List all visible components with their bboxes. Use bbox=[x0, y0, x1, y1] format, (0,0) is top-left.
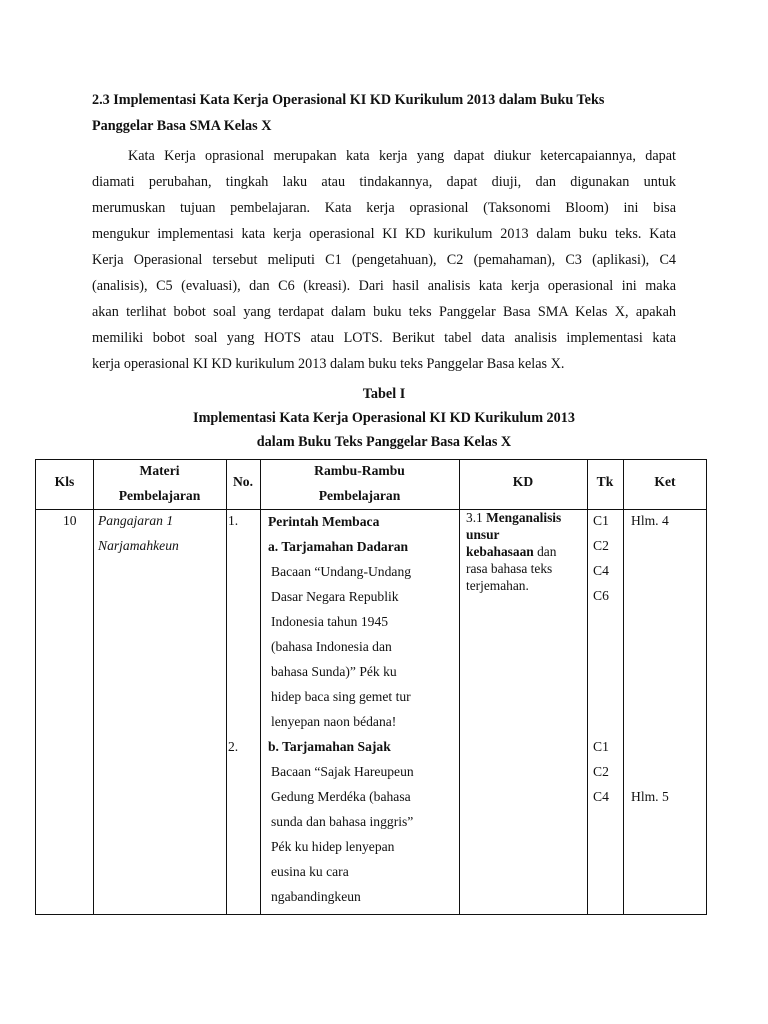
paragraph-line: akan terlihat bobot soal yang terdapat dalam buku teks Panggelar Basa SMA Kelas X, apakah bbox=[92, 304, 676, 320]
header-rambu-line: Rambu-Rambu bbox=[314, 463, 405, 478]
header-materi-line: Materi bbox=[139, 463, 180, 478]
cell-kls: 10 bbox=[63, 513, 77, 528]
column-divider bbox=[587, 460, 588, 914]
rambu-line: Dasar Negara Republik bbox=[271, 589, 399, 604]
rambu-b-heading: b. Tarjamahan Sajak bbox=[268, 739, 391, 754]
header-kd: KD bbox=[512, 474, 534, 489]
tk-value: C1 bbox=[593, 739, 609, 754]
paragraph-line: merumuskan tujuan pembelajaran. Kata kerja oprasional (Taksonomi Bloom) ini bisa bbox=[92, 200, 676, 216]
rambu-line: Gedung Merdéka (bahasa bbox=[271, 789, 411, 804]
kd-bold: kebahasaan bbox=[466, 544, 534, 559]
header-no: No. bbox=[232, 474, 253, 489]
rambu-line: lenyepan naon bédana! bbox=[271, 714, 397, 729]
kd-bold: unsur bbox=[466, 527, 500, 542]
kd-bold: Menganalisis bbox=[486, 510, 562, 525]
cell-no-2: 2. bbox=[228, 739, 239, 754]
paragraph-line: kerja operasional KI KD kurikulum 2013 dalam buku teks Panggelar Basa kelas X. bbox=[92, 356, 565, 372]
cell-tk-b bbox=[593, 734, 609, 809]
cell-ket-b: Hlm. 5 bbox=[631, 789, 669, 804]
materi-line: Narjamahkeun bbox=[98, 538, 179, 553]
rambu-line: hidep baca sing gemet tur bbox=[271, 689, 411, 704]
cell-ket-a: Hlm. 4 bbox=[631, 513, 669, 528]
body-paragraph bbox=[92, 143, 676, 377]
column-divider bbox=[459, 460, 460, 914]
cell-materi bbox=[98, 508, 179, 558]
rambu-a-body bbox=[268, 559, 454, 734]
section-heading bbox=[92, 87, 682, 139]
tk-value: C2 bbox=[593, 538, 609, 553]
rambu-line: Bacaan “Undang-Undang bbox=[271, 564, 412, 579]
cell-no-1: 1. bbox=[228, 513, 239, 528]
tk-value: C4 bbox=[593, 563, 609, 578]
table-title: Implementasi Kata Kerja Operasional KI KD Kurikulum 2013 bbox=[193, 410, 575, 426]
column-divider bbox=[260, 460, 261, 914]
column-divider bbox=[226, 460, 227, 914]
column-divider bbox=[93, 460, 94, 914]
paragraph-line: memiliki bobot soal yang HOTS atau LOTS. Berikut tabel data analisis implementasi kata bbox=[92, 330, 676, 346]
rambu-line: (bahasa Indonesia dan bbox=[271, 639, 392, 654]
rambu-line: Pék ku hidep lenyepan bbox=[271, 839, 395, 854]
column-divider bbox=[623, 460, 624, 914]
materi-line: Pangajaran 1 bbox=[98, 513, 174, 528]
table-title: dalam Buku Teks Panggelar Basa Kelas X bbox=[256, 434, 512, 450]
rambu-title: Perintah Membaca bbox=[268, 514, 380, 529]
header-kls: Kls bbox=[54, 474, 75, 489]
header-rambu bbox=[260, 458, 459, 508]
cell-kd bbox=[466, 509, 584, 594]
kd-number: 3.1 bbox=[466, 510, 487, 525]
rambu-a-heading: a. Tarjamahan Dadaran bbox=[268, 539, 409, 554]
cell-rambu bbox=[268, 509, 454, 909]
header-tk: Tk bbox=[596, 474, 614, 489]
table-label: Tabel I bbox=[362, 386, 406, 402]
kd-text: terjemahan. bbox=[466, 578, 529, 593]
header-rambu-line: Pembelajaran bbox=[318, 488, 401, 503]
cell-tk-a bbox=[593, 508, 609, 608]
paragraph-line: mengukur implementasi kata kerja operasional KI KD kurikulum 2013 dalam buku teks. Kata bbox=[92, 226, 676, 242]
paragraph-line: Kata Kerja oprasional merupakan kata kerja yang dapat diukur ketercapaiannya, dapat bbox=[128, 148, 676, 164]
rambu-line: sunda dan bahasa inggris” bbox=[271, 814, 414, 829]
header-materi bbox=[93, 458, 226, 508]
tk-value: C1 bbox=[593, 513, 609, 528]
tk-value: C6 bbox=[593, 588, 609, 603]
rambu-line: Indonesia tahun 1945 bbox=[271, 614, 389, 629]
tk-value: C4 bbox=[593, 789, 609, 804]
rambu-b-body bbox=[268, 759, 454, 909]
data-table bbox=[35, 459, 707, 915]
paragraph-line: Kerja Operasional tersebut meliputi C1 (pengetahuan), C2 (pemahaman), C3 (aplikasi), C4 bbox=[92, 252, 676, 268]
paragraph-line: diamati perubahan, tingkah laku atau tindakannya, dapat diuji, dan digunakan untuk bbox=[92, 174, 676, 190]
section-heading-line: 2.3 Implementasi Kata Kerja Operasional KI KD Kurikulum 2013 dalam Buku Teks bbox=[92, 92, 605, 108]
tk-value: C2 bbox=[593, 764, 609, 779]
rambu-line: ngabandingkeun bbox=[271, 889, 361, 904]
rambu-line: eusina ku cara bbox=[271, 864, 349, 879]
rambu-line: Bacaan “Sajak Hareupeun bbox=[271, 764, 414, 779]
header-materi-line: Pembelajaran bbox=[118, 488, 201, 503]
section-heading-line: Panggelar Basa SMA Kelas X bbox=[92, 118, 272, 134]
header-ket: Ket bbox=[654, 474, 676, 489]
paragraph-line: (analisis), C5 (evaluasi), dan C6 (kreasi). Dari hasil analisis kata kerja operasional ini maka bbox=[92, 278, 676, 294]
kd-text: dan bbox=[533, 544, 557, 559]
kd-text: rasa bahasa teks bbox=[466, 561, 553, 576]
rambu-line: bahasa Sunda)” Pék ku bbox=[271, 664, 397, 679]
